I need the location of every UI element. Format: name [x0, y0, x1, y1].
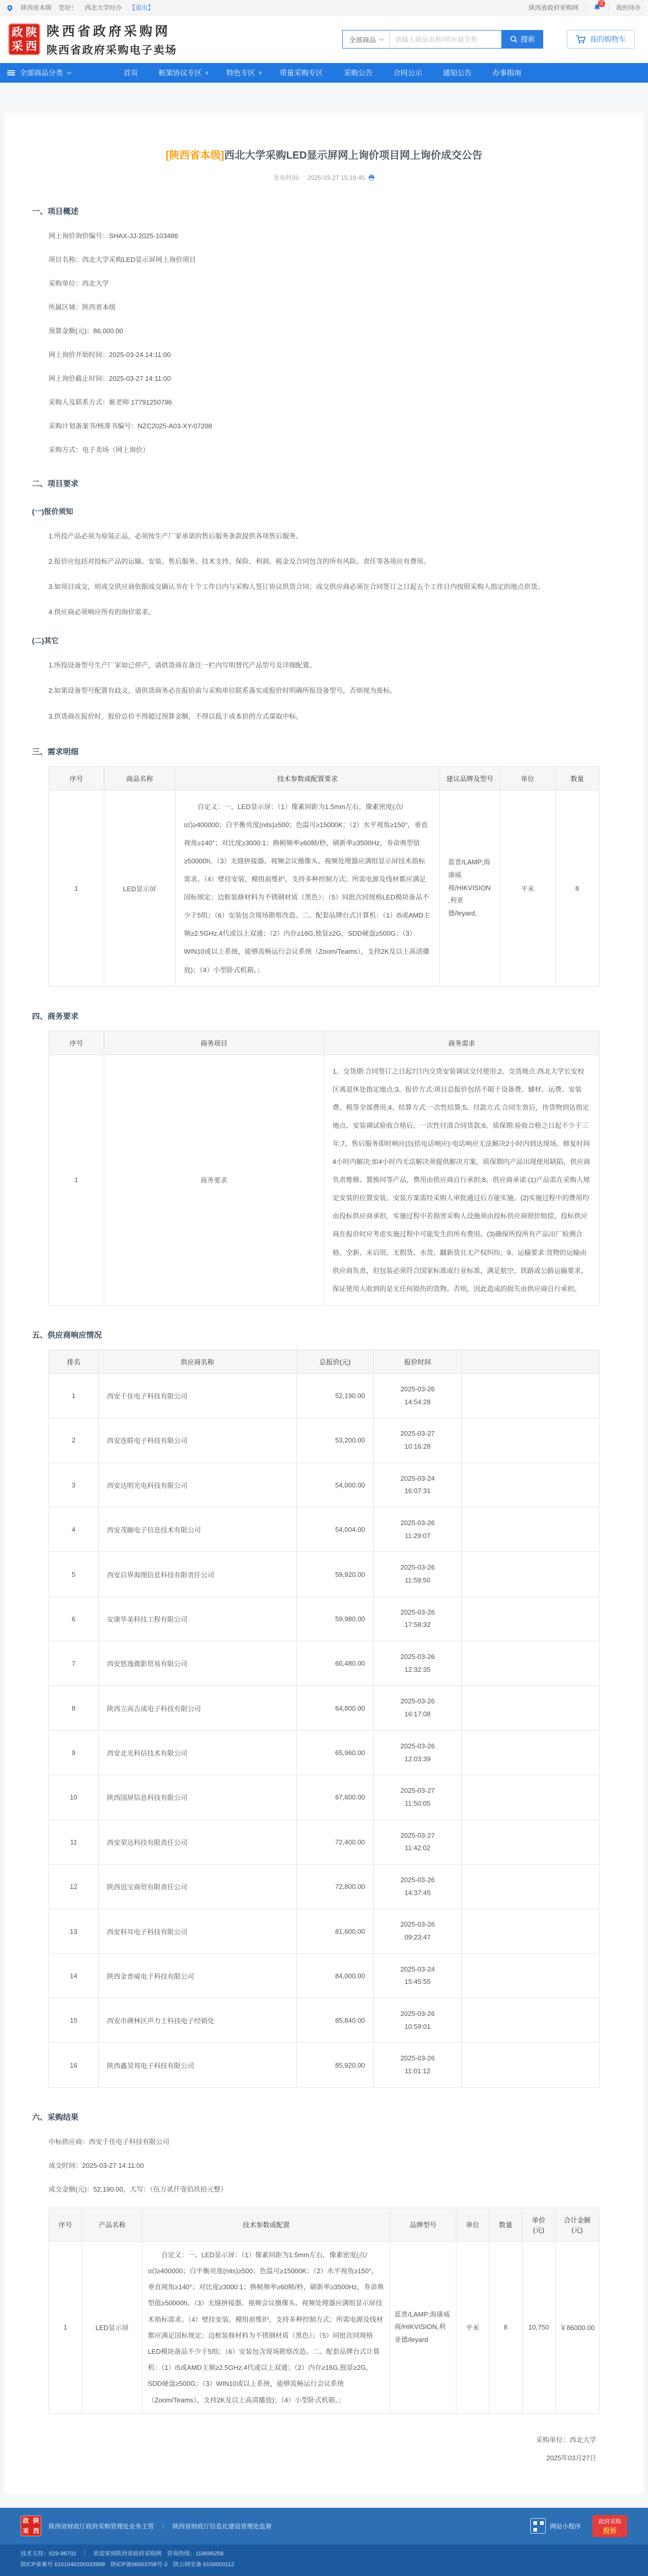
- result-fields: [49, 2136, 599, 2194]
- field-value: 52,190.00，大写：（伍万贰仟壹佰玖拾元整）: [93, 2185, 228, 2193]
- field-label: 项目名称：: [49, 256, 83, 263]
- supplier-quote-time: 2025-03-26 11:59:50: [373, 1552, 462, 1596]
- chevron-down-icon: ∨: [205, 70, 209, 76]
- result-brand: 蓝普/LAMP;海康威视/HIKVISION,利亚德/leyard: [390, 2241, 456, 2413]
- section-business: [32, 1011, 599, 1306]
- supplier-row-filler: [462, 1953, 599, 1998]
- result-qty: 8: [489, 2241, 522, 2413]
- field-value: 2025-03-27 14:11:00: [109, 375, 171, 382]
- supplier-rank: 6: [49, 1596, 99, 1641]
- footer-logo: 政 陕 采 西: [21, 2516, 41, 2536]
- section-result: [32, 2112, 599, 2462]
- supplier-row-filler: [462, 1596, 599, 1641]
- qr-code-icon: [530, 2518, 546, 2534]
- result-field: [49, 2136, 599, 2146]
- section-heading: 三、需求明细: [32, 747, 79, 756]
- supplier-row-filler: [462, 1418, 599, 1463]
- supplier-price: 81,600.00: [296, 1909, 373, 1953]
- section-overview: [32, 206, 599, 454]
- field-label: 网上询价开始时间：: [49, 351, 109, 359]
- table-row: [49, 1054, 599, 1305]
- table-row: [49, 790, 599, 986]
- supplier-rank: 14: [49, 1953, 99, 1998]
- field-value: 姬老师 17791250796: [109, 398, 172, 406]
- supplier-quote-time: 2025-03-24 16:07:31: [373, 1463, 462, 1507]
- field-label: 所属区域：: [49, 303, 83, 311]
- overview-field: [49, 278, 599, 288]
- supplier-row: [49, 1463, 599, 1507]
- supplier-name: 西安荣达科技有限责任公司: [98, 1820, 296, 1864]
- search-category-value: 全部商品: [349, 36, 376, 44]
- cart-icon: [576, 35, 586, 44]
- location-link[interactable]: 陕西省本级: [21, 4, 52, 11]
- search-category-select[interactable]: [342, 30, 389, 49]
- overview-field: [49, 302, 599, 312]
- todo-link[interactable]: 我的待办: [615, 4, 641, 11]
- footer-supervision: 陕西省财政厅政府采购管理处业务主管 ｜ 陕西省财政厅信息化建设管理处监督: [49, 2522, 272, 2530]
- site-header: [0, 15, 648, 63]
- notification-badge: 2: [598, 0, 605, 7]
- supplier-rank: 13: [49, 1909, 99, 1953]
- printer-icon[interactable]: [368, 174, 375, 181]
- nav-item[interactable]: 采购公告: [343, 69, 373, 77]
- topbar: [0, 0, 648, 15]
- other-notes-list: [49, 660, 599, 722]
- supplier-name: 陕西鑫昊邦电子科技有限公司: [98, 2043, 296, 2087]
- supplier-price: 65,960.00: [296, 1730, 373, 1775]
- suppliers-table-body: [49, 1373, 599, 2087]
- biz-item: 商务要求: [104, 1054, 324, 1305]
- field-value: 西北大学采购LED显示屏网上询价项目: [82, 256, 196, 263]
- field-value: 陕西省本级: [82, 303, 116, 311]
- overview-field: [49, 373, 599, 383]
- greeting-text: 您好！: [59, 4, 78, 11]
- field-label: 网上询价截止时间：: [49, 375, 109, 382]
- supplier-name: 陕西国屏信息科技有限公司: [98, 1775, 296, 1820]
- item-spec: 自定义：一、LED显示屏：（1）像素间距为1.5mm左右，像素密度(点/㎡)≥400000；白平衡亮度(nits)≥500；色温可≥15000K；（2）水平视角≥150°，垂直视角≥140°；对比度≥3000:1；换帧频率≥60帧/秒，刷新率≥3500Hz，寿命典型值≥50000h。（3）无缝拼接器、视频会议摄像头、视频处理器应满组显示屏技术指标需求。（4）壁挂安装，模组前维护，支持多种控制方式；所需电源及线材都应满足国标规定；边框装修材料为不锈钢材质（黑色）；（5）同批次同规格LED模块备品不少于5组；（6）安装包含现场勘察改造。二、配套品牌台式计算机：（1）i5或AMD主频≥2.5GHz,4代或以上双通；（2）内存≥16G,独显≥2G，SDD硬盘≥500G；（3）WIN10或以上系统，能够流畅运行会议系统（Zoom/Teams），支持2K及以上高清播放)；（4）小型卧式机箱。；: [176, 790, 440, 986]
- supplier-rank: 15: [49, 1998, 99, 2043]
- supplier-name: 西安北光科信技术有限公司: [98, 1730, 296, 1775]
- supplier-name: 陕西立高吉成电子科技有限公司: [98, 1686, 296, 1730]
- chevron-down-icon: [380, 36, 384, 40]
- overview-field: [49, 349, 599, 359]
- supplier-rank: 3: [49, 1463, 99, 1507]
- supplier-rank: 12: [49, 1864, 99, 1908]
- biz-no: 1: [49, 1054, 104, 1305]
- field-value: 电子卖场（网上询价）: [82, 446, 150, 454]
- supplier-price: 64,800.00: [296, 1686, 373, 1730]
- supplier-price: 59,920.00: [296, 1552, 373, 1596]
- result-product: LED显示屏: [82, 2241, 142, 2413]
- supplier-row: [49, 1686, 599, 1730]
- result-field: [49, 2160, 599, 2170]
- menu-icon: [7, 70, 15, 71]
- overview-field: [49, 230, 599, 240]
- nav-item[interactable]: 合同公示: [393, 69, 422, 77]
- field-value: 西北大学: [82, 280, 109, 287]
- region-tag: [陕西省本级]: [165, 150, 225, 161]
- supplier-quote-time: 2025-03-26 11:01:12: [373, 2043, 462, 2087]
- supplier-price: 84,000.00: [296, 1953, 373, 1998]
- supplier-name: 陕西金普威电子科技有限公司: [98, 1953, 296, 1998]
- search-bar: [342, 30, 543, 49]
- publish-time-line: 发布时间： 2025-03-27 15:18:45: [49, 173, 599, 182]
- supplier-quote-time: 2025-03-26 16:17:08: [373, 1686, 462, 1730]
- mini-program-widget[interactable]: 网站小程序: [530, 2518, 581, 2534]
- section-heading: 五、供应商响应情况: [32, 1330, 102, 1340]
- supplier-name: 西安悠逸微影贸易有限公司: [98, 1641, 296, 1686]
- supplier-rank: 1: [49, 1373, 99, 1418]
- chevron-down-icon: ∨: [258, 70, 262, 76]
- supplier-price: 53,200.00: [296, 1418, 373, 1463]
- list-item: 4.供应商必须响应所有的询价需求。: [49, 608, 155, 616]
- supplier-price: 85,840.00: [296, 1998, 373, 2043]
- nav-item[interactable]: 首页: [123, 69, 138, 77]
- supplier-price: 54,004.00: [296, 1507, 373, 1551]
- biz-text: 1、交货期:合同签订之日起7日内交货安装调试交付使用;2、交货地点:西北大学长安校区离退休处指定地点;3、报价方式:项目总报价包括不限于设备费、辅材、运费、安装费、税等全部费用;4、结算方式:一次性结算;5、付款方式:合同生效后，待货物到达指定地点、安装调试验收合格后，一次性付清合同货款;6、质保期:验收合格之日起不少于三年;7、售后服务即时响应(包括电话响应):电话响应无法解决2小时内到达现场。修复时间4小时内解决;如4小时内无法解决须提供解决方案，质保期内产品出现使用缺陷，供应商负责维修、置换同等产品，费用由供应商自行承担;8、供应商承诺:(1)产品需在采购人规定安装的位置安装，安装方案需经采购人审批通过后方能实施。(2)实施过程中的费用均由投标供应商承担，实施过程中若损害采购人设施须由投标供应商照价赔偿，投标供应商在报价时应考虑实施过程中可能发生的所有费用。(3)确保所投所有产品出厂检测合格、全新、未启用，无假货、水货、翻新货且无产权纠纷。9、运输要求:货物的运输由供应商负责，但包装必须符合国家标准或行业标准，满足航空、铁路或公路运输要求，保证使用人收到的是无任何损伤的货物。否则，因此造成的损失由供应商自行承担。: [324, 1054, 599, 1305]
- field-label: 成交时间：: [49, 2161, 83, 2169]
- supplier-rank: 11: [49, 1820, 99, 1864]
- supplier-rank: 16: [49, 2043, 99, 2087]
- empty-column-header: [462, 1349, 599, 1373]
- nav-item[interactable]: 框架协议专区 ∨: [159, 69, 209, 77]
- supplier-row: [49, 1953, 599, 1998]
- supplier-rank: 7: [49, 1641, 99, 1686]
- location-pin-icon: [6, 4, 13, 11]
- supplier-quote-time: 2025-03-26 10:59:01: [373, 1998, 462, 2043]
- field-value: 86,000.00: [93, 327, 123, 335]
- supplier-row-filler: [462, 1507, 599, 1551]
- supplier-quote-time: 2025-03-27 11:42:02: [373, 1820, 462, 1864]
- section-heading: 一、项目概述: [32, 207, 79, 216]
- table-header-row: 序号 商品名称 技术参数或配置要求 建议品牌及型号 单位 数量: [49, 766, 599, 790]
- result-unit-price: 10,750: [522, 2241, 555, 2413]
- supplier-name: 西安启界海图信息科技有限责任公司: [98, 1552, 296, 1596]
- field-label: 采购计划备案书/核准书编号：: [49, 422, 138, 430]
- field-label: 预算金额(元)：: [49, 327, 93, 335]
- notification-bell[interactable]: [593, 1, 603, 11]
- list-item: 1.所投设备型号生产厂家如已停产，请供货商在备注一栏内写明替代产品型号及详细配置。: [49, 661, 316, 670]
- field-label: 采购单位：: [49, 280, 83, 287]
- portal-link[interactable]: 陕西省政府采购网: [528, 4, 578, 11]
- supplier-rank: 5: [49, 1552, 99, 1596]
- supplier-quote-time: 2025-03-26 12:32:35: [373, 1641, 462, 1686]
- supplier-name: 西安市碑林区声力士科技电子经销处: [98, 1998, 296, 2043]
- supplier-name: 安康华美科技工程有限公司: [98, 1596, 296, 1641]
- supplier-rank: 4: [49, 1507, 99, 1551]
- supplier-row: [49, 1820, 599, 1864]
- section-heading: 二、项目要求: [32, 479, 79, 488]
- cart-button[interactable]: 我的购物车: [567, 30, 635, 49]
- section-heading: 六、采购结果: [32, 2113, 79, 2122]
- field-label: 网上询价询价编号：: [49, 232, 109, 240]
- field-value: 西安千佳电子科技有限公司: [89, 2137, 170, 2146]
- divider: [608, 5, 609, 11]
- supplier-rank: 9: [49, 1730, 99, 1775]
- section-heading: 四、商务要求: [32, 1012, 79, 1021]
- table-row: [49, 2241, 599, 2413]
- search-button[interactable]: 搜索: [502, 30, 543, 49]
- list-item: 2.报价应包括对投标产品的运输、安装、售后服务、技术支持、保险、利润、税金及合同包含的所有风险、责任等各项应有费用。: [49, 557, 430, 566]
- supplier-quote-time: 2025-03-26 14:37:45: [373, 1864, 462, 1908]
- item-qty: 8: [555, 790, 599, 986]
- complaint-hotline-widget[interactable]: 政府采购 投诉: [592, 2515, 627, 2537]
- field-value: SHAX-JJ-2025-103486: [109, 232, 178, 240]
- supplier-row: [49, 2043, 599, 2087]
- search-icon: [510, 36, 517, 43]
- main-nav: [0, 63, 648, 83]
- field-label: 中标供应商：: [49, 2137, 89, 2146]
- field-value: 2025-03-24 14:11:00: [109, 351, 171, 359]
- supplier-row: [49, 1641, 599, 1686]
- supplier-quote-time: 2025-03-26 12:03:39: [373, 1730, 462, 1775]
- overview-fields: [49, 230, 599, 454]
- site-logo[interactable]: 政 陕 采 西: [8, 23, 40, 55]
- supplier-name: 陕西迅宝商贸有限责任公司: [98, 1864, 296, 1908]
- supplier-row-filler: [462, 1373, 599, 1418]
- user-name: 西北大学经办: [85, 4, 122, 11]
- supplier-row: [49, 1373, 599, 1418]
- supplier-price: 60,480.00: [296, 1641, 373, 1686]
- supplier-row: [49, 1730, 599, 1775]
- supplier-row-filler: [462, 1463, 599, 1507]
- list-item: 3.供货商在报价时，报价总价不得超过预算金额，不得以低于成本价的方式谋取中标。: [49, 712, 303, 720]
- list-item: 2.如果设备型号配置有歧义，请供货商务必在报价前与采购单位联系落实或报价时明确所报设备型号，否则视为废标。: [49, 687, 397, 695]
- result-no: 1: [49, 2241, 82, 2413]
- supplier-price: 72,800.00: [296, 1864, 373, 1908]
- section-demand-detail: [32, 746, 599, 987]
- section-requirements: [32, 478, 599, 722]
- supplier-quote-time: 2025-03-24 15:45:55: [373, 1953, 462, 1998]
- page-title: [陕西省本级]西北大学采购LED显示屏网上询价项目网上询价成交公告: [165, 150, 483, 161]
- supplier-row: [49, 1864, 599, 1908]
- supplier-rank: 10: [49, 1775, 99, 1820]
- supplier-name: 西安科耳电子科技有限公司: [98, 1909, 296, 1953]
- supplier-row-filler: [462, 1641, 599, 1686]
- list-item: 3.如项目成交，则成交供应商依据成交确认书在十个工作日内与采购人签订协议供货合同；成交供应商必须在合同签订之日起五个工作日内按照采购人指定的地点供货。: [49, 583, 544, 591]
- footer: [0, 2508, 648, 2576]
- field-label: 成交金额(元)：: [49, 2185, 93, 2193]
- supplier-price: 85,920.00: [296, 2043, 373, 2087]
- supplier-row: [49, 1507, 599, 1551]
- supplier-rank: 8: [49, 1686, 99, 1730]
- footer-icp-line: 陕ICP备案号 6101040200033999 陕ICP备06003708号-2 陕公网安备 6100000112: [21, 2561, 234, 2568]
- supplier-price: 54,000.00: [296, 1463, 373, 1507]
- supplier-row: [49, 1596, 599, 1641]
- supplier-name: 西安达明光电科技有限公司: [98, 1463, 296, 1507]
- supplier-price: 59,980.00: [296, 1596, 373, 1641]
- field-label: 采购方式：: [49, 446, 83, 454]
- result-table: [49, 2208, 599, 2414]
- item-brand: 蓝普/LAMP;海康威视/HIKVISION,利亚德/leyard,: [439, 790, 500, 986]
- result-field: [49, 2184, 599, 2194]
- footer-support-line: 技术支持：029-96702 ｜ 欢迎来到陕西省政府采购网 咨询热线：118696258: [21, 2550, 224, 2557]
- signoff-unit: 采购单位：西北大学: [535, 2435, 596, 2444]
- overview-field: [49, 444, 599, 454]
- supplier-row-filler: [462, 1909, 599, 1953]
- supplier-price: 72,400.00: [296, 1820, 373, 1864]
- field-label: 采购人及联系方式：: [49, 398, 109, 406]
- supplier-row-filler: [462, 1730, 599, 1775]
- field-value: NZC2025-A03-XY-07208: [137, 422, 212, 430]
- supplier-quote-time: 2025-03-26 09:23:47: [373, 1909, 462, 1953]
- table-header-row: 序号 产品名称 技术参数或配置 品牌型号 单位 数量 单价(元) 合计金额(元): [49, 2208, 599, 2241]
- overview-field: [49, 397, 599, 407]
- nav-item[interactable]: 带量采购专区: [279, 69, 323, 77]
- supplier-row: [49, 1775, 599, 1820]
- supplier-row-filler: [462, 1998, 599, 2043]
- nav-catalog-all-products[interactable]: 全部商品分类: [7, 68, 88, 78]
- site-subtitle: 陕西省政府采购电子卖场: [46, 44, 177, 56]
- list-item: 1.所投产品必须为原装正品，必须按生产厂家承诺的售后服务条款提供各项售后服务。: [49, 532, 303, 540]
- supplier-row-filler: [462, 1864, 599, 1908]
- supplier-quote-time: 2025-03-26 17:58:32: [373, 1596, 462, 1641]
- demand-table: [49, 766, 599, 987]
- item-no: 1: [49, 790, 104, 986]
- result-unit: 平米: [456, 2241, 489, 2413]
- table-header-row: 排名 供应商名称 总报价(元) 报价时间: [49, 1349, 599, 1373]
- signoff: [49, 2434, 599, 2462]
- quote-notes-list: [49, 531, 599, 618]
- overview-field: [49, 421, 599, 430]
- supplier-price: 67,600.00: [296, 1775, 373, 1820]
- result-total: ￥86000.00: [555, 2241, 599, 2413]
- nav-item[interactable]: 特色专区 ∨: [226, 69, 262, 77]
- supplier-quote-time: 2025-03-26 14:54:28: [373, 1373, 462, 1418]
- suppliers-table: [49, 1349, 599, 2088]
- table-header-row: 序号 商务项目 商务需求: [49, 1031, 599, 1054]
- signoff-date: 2025年03月27日: [546, 2454, 596, 2462]
- supplier-name: 西安连联电子科技有限公司: [98, 1418, 296, 1463]
- supplier-row-filler: [462, 1820, 599, 1864]
- nav-items: [123, 68, 525, 78]
- supplier-quote-time: 2025-03-26 11:29:07: [373, 1507, 462, 1551]
- field-value: 2025-03-27 14:11:00: [82, 2161, 144, 2169]
- supplier-row: [49, 1998, 599, 2043]
- business-table: [49, 1031, 599, 1306]
- announcement-card: [4, 113, 644, 2494]
- logout-link[interactable]: 【退出】: [129, 4, 154, 11]
- supplier-row-filler: [462, 2043, 599, 2087]
- supplier-quote-time: 2025-03-27 11:50:05: [373, 1775, 462, 1820]
- search-input[interactable]: [389, 30, 502, 49]
- supplier-name: 西安茂颐电子信息技术有限公司: [98, 1507, 296, 1551]
- supplier-row: [49, 1418, 599, 1463]
- overview-field: [49, 325, 599, 335]
- supplier-price: 52,190.00: [296, 1373, 373, 1418]
- supplier-name: 西安千佳电子科技有限公司: [98, 1373, 296, 1418]
- supplier-row: [49, 1909, 599, 1953]
- chevron-down-icon: [67, 70, 71, 74]
- result-spec: 自定义：一、LED显示屏：（1）像素间距为1.5mm左右，像素密度(点/㎡)≥400000；白平衡亮度(nits)≥500；色温可≥15000K；（2）水平视角≥150°，垂直视角≥140°；对比度≥3000:1；换帧频率≥60帧/秒，刷新率≥3500Hz，寿命典型值≥50000h。（3）无缝拼接器、视频会议摄像头、视频处理器应满组显示屏技术指标需求。（4）壁挂安装，模组前维护，支持多种控制方式；所需电源及线材都应满足国标规定；边框装修材料为不锈钢材质（黑色）；（5）同批次同规格LED模块备品不少于5组；（6）安装包含现场勘察改造。二、配套品牌台式计算机：（1）i5或AMD主频≥2.5GHz,4代或以上双通；（2）内存≥16G,独显≥2G，SDD硬盘≥500G；（3）WIN10或以上系统，能够流畅运行会议系统（Zoom/Teams），支持2K及以上高清播放)；（4）小型卧式机箱。；: [143, 2241, 390, 2413]
- supplier-rank: 2: [49, 1418, 99, 1463]
- overview-field: [49, 254, 599, 264]
- supplier-row-filler: [462, 1775, 599, 1820]
- supplier-row: [49, 1552, 599, 1596]
- item-name: LED显示屏: [104, 790, 176, 986]
- site-title: 陕西省政府采购网: [46, 24, 171, 39]
- supplier-row-filler: [462, 1552, 599, 1596]
- subsection-heading: (二)其它: [32, 637, 59, 645]
- section-supplier-responses: [32, 1329, 599, 2088]
- item-unit: 平米: [500, 790, 556, 986]
- supplier-row-filler: [462, 1686, 599, 1730]
- supplier-quote-time: 2025-03-27 10:16:28: [373, 1418, 462, 1463]
- subsection-heading: (一)报价须知: [32, 507, 73, 516]
- nav-item[interactable]: 办事指南: [492, 69, 521, 77]
- publish-time: 2025-03-27 15:18:45: [307, 174, 365, 181]
- nav-item[interactable]: 通知公告: [442, 69, 472, 77]
